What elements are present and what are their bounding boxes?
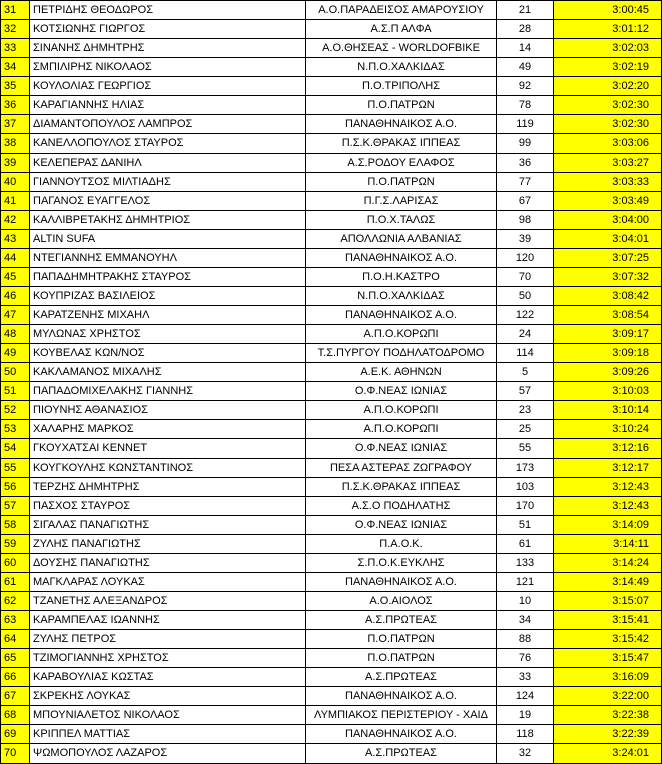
rider-name-cell[interactable]: ΚΑΚΛΑΜΑΝΟΣ ΜΙΧΑΛΗΣ <box>30 363 306 382</box>
table-row[interactable] <box>1 515 662 534</box>
rider-name-cell[interactable]: ΚΟΥΓΚΟΥΛΗΣ ΚΩΝΣΤΑΝΤΙΝΟΣ <box>30 458 306 477</box>
finish-time-cell[interactable]: 3:22:39 <box>554 725 662 744</box>
finish-time-cell[interactable]: 3:02:30 <box>554 96 662 115</box>
table-row[interactable] <box>1 553 662 572</box>
table-row[interactable] <box>1 39 662 58</box>
rider-name-cell[interactable]: ΣΙΝΑΝΗΣ ΔΗΜΗΤΡΗΣ <box>30 39 306 58</box>
bib-number-cell[interactable]: 133 <box>497 553 554 572</box>
rider-name-cell[interactable]: ΣΙΓΑΛΑΣ ΠΑΝΑΓΙΩΤΗΣ <box>30 515 306 534</box>
finish-time-cell[interactable]: 3:14:11 <box>554 534 662 553</box>
position-cell[interactable]: 43 <box>1 229 30 248</box>
table-row[interactable] <box>1 534 662 553</box>
bib-number-cell[interactable]: 92 <box>497 77 554 96</box>
position-cell[interactable]: 40 <box>1 172 30 191</box>
bib-number-cell[interactable]: 32 <box>497 744 554 763</box>
table-row[interactable] <box>1 439 662 458</box>
bib-number-cell[interactable]: 99 <box>497 134 554 153</box>
table-row[interactable] <box>1 134 662 153</box>
table-row[interactable] <box>1 706 662 725</box>
rider-name-cell[interactable]: ΣΚΡΕΚΗΣ ΛΟΥΚΑΣ <box>30 687 306 706</box>
rider-name-cell[interactable]: ΤΖΑΝΕΤΗΣ ΑΛΕΞΑΝΔΡΟΣ <box>30 591 306 610</box>
club-cell[interactable]: Α.Π.Ο.ΚΟΡΩΠΙ <box>306 325 497 344</box>
bib-number-cell[interactable]: 67 <box>497 191 554 210</box>
position-cell[interactable]: 47 <box>1 306 30 325</box>
bib-number-cell[interactable]: 25 <box>497 420 554 439</box>
position-cell[interactable]: 41 <box>1 191 30 210</box>
position-cell[interactable]: 33 <box>1 39 30 58</box>
finish-time-cell[interactable]: 3:01:12 <box>554 20 662 39</box>
finish-time-cell[interactable]: 3:08:42 <box>554 286 662 305</box>
bib-number-cell[interactable]: 57 <box>497 382 554 401</box>
finish-time-cell[interactable]: 3:09:18 <box>554 344 662 363</box>
rider-name-cell[interactable]: ΚΟΥΛΟΛΙΑΣ ΓΕΩΡΓΙΟΣ <box>30 77 306 96</box>
rider-name-cell[interactable]: ΜΑΓΚΛΑΡΑΣ ΛΟΥΚΑΣ <box>30 572 306 591</box>
finish-time-cell[interactable]: 3:03:33 <box>554 172 662 191</box>
bib-number-cell[interactable]: 98 <box>497 210 554 229</box>
position-cell[interactable]: 70 <box>1 744 30 763</box>
position-cell[interactable]: 64 <box>1 630 30 649</box>
finish-time-cell[interactable]: 3:15:42 <box>554 630 662 649</box>
club-cell[interactable]: Ν.Π.Ο.ΧΑΛΚΙΔΑΣ <box>306 58 497 77</box>
club-cell[interactable]: Π.Ο.ΠΑΤΡΩΝ <box>306 649 497 668</box>
finish-time-cell[interactable]: 3:12:43 <box>554 496 662 515</box>
rider-name-cell[interactable]: ΤΕΡΖΗΣ ΔΗΜΗΤΡΗΣ <box>30 477 306 496</box>
bib-number-cell[interactable]: 121 <box>497 572 554 591</box>
bib-number-cell[interactable]: 170 <box>497 496 554 515</box>
finish-time-cell[interactable]: 3:02:20 <box>554 77 662 96</box>
table-row[interactable] <box>1 611 662 630</box>
table-row[interactable] <box>1 420 662 439</box>
position-cell[interactable]: 32 <box>1 20 30 39</box>
position-cell[interactable]: 68 <box>1 706 30 725</box>
table-row[interactable] <box>1 286 662 305</box>
bib-number-cell[interactable]: 78 <box>497 96 554 115</box>
position-cell[interactable]: 48 <box>1 325 30 344</box>
position-cell[interactable]: 34 <box>1 58 30 77</box>
table-row[interactable] <box>1 725 662 744</box>
rider-name-cell[interactable]: ΣΜΠΙΛΙΡΗΣ ΝΙΚΟΛΑΟΣ <box>30 58 306 77</box>
position-cell[interactable]: 65 <box>1 649 30 668</box>
rider-name-cell[interactable]: ΔΟΥΣΗΣ ΠΑΝΑΓΙΩΤΗΣ <box>30 553 306 572</box>
club-cell[interactable]: Ο.Φ.ΝΕΑΣ ΙΩΝΙΑΣ <box>306 439 497 458</box>
table-row[interactable] <box>1 306 662 325</box>
finish-time-cell[interactable]: 3:07:32 <box>554 267 662 286</box>
rider-name-cell[interactable]: ΓΚΟΥΧΑΤΣΑΙ ΚΕΝΝΕΤ <box>30 439 306 458</box>
club-cell[interactable]: Ο.Φ.ΝΕΑΣ ΙΩΝΙΑΣ <box>306 515 497 534</box>
bib-number-cell[interactable]: 77 <box>497 172 554 191</box>
rider-name-cell[interactable]: ΓΙΑΝΝΟΥΤΣΟΣ ΜΙΛΤΙΑΔΗΣ <box>30 172 306 191</box>
club-cell[interactable]: Ο.Φ.ΝΕΑΣ ΙΩΝΙΑΣ <box>306 382 497 401</box>
bib-number-cell[interactable]: 103 <box>497 477 554 496</box>
bib-number-cell[interactable]: 118 <box>497 725 554 744</box>
finish-time-cell[interactable]: 3:14:09 <box>554 515 662 534</box>
club-cell[interactable]: Α.Ο.ΑΙΟΛΟΣ <box>306 591 497 610</box>
finish-time-cell[interactable]: 3:15:41 <box>554 611 662 630</box>
club-cell[interactable]: ΠΑΝΑΘΗΝΑΙΚΟΣ Α.Ο. <box>306 306 497 325</box>
position-cell[interactable]: 51 <box>1 382 30 401</box>
finish-time-cell[interactable]: 3:12:16 <box>554 439 662 458</box>
rider-name-cell[interactable]: ΔΙΑΜΑΝΤΟΠΟΥΛΟΣ ΛΑΜΠΡΟΣ <box>30 115 306 134</box>
bib-number-cell[interactable]: 23 <box>497 401 554 420</box>
rider-name-cell[interactable]: ΚΑΡΑΓΙΑΝΝΗΣ ΗΛΙΑΣ <box>30 96 306 115</box>
finish-time-cell[interactable]: 3:12:43 <box>554 477 662 496</box>
finish-time-cell[interactable]: 3:03:06 <box>554 134 662 153</box>
rider-name-cell[interactable]: ΚΑΝΕΛΛΟΠΟΥΛΟΣ ΣΤΑΥΡΟΣ <box>30 134 306 153</box>
position-cell[interactable]: 69 <box>1 725 30 744</box>
finish-time-cell[interactable]: 3:12:17 <box>554 458 662 477</box>
rider-name-cell[interactable]: ΖΥΛΗΣ ΠΕΤΡΟΣ <box>30 630 306 649</box>
rider-name-cell[interactable]: ΠΑΠΑΔΗΜΗΤΡΑΚΗΣ ΣΤΑΥΡΟΣ <box>30 267 306 286</box>
club-cell[interactable]: Ν.Π.Ο.ΧΑΛΚΙΔΑΣ <box>306 286 497 305</box>
finish-time-cell[interactable]: 3:24:01 <box>554 744 662 763</box>
position-cell[interactable]: 31 <box>1 1 30 20</box>
position-cell[interactable]: 49 <box>1 344 30 363</box>
bib-number-cell[interactable]: 19 <box>497 706 554 725</box>
table-row[interactable] <box>1 382 662 401</box>
club-cell[interactable]: Α.Ε.Κ. ΑΘΗΝΩΝ <box>306 363 497 382</box>
position-cell[interactable]: 59 <box>1 534 30 553</box>
finish-time-cell[interactable]: 3:16:09 <box>554 668 662 687</box>
position-cell[interactable]: 46 <box>1 286 30 305</box>
club-cell[interactable]: Π.Ο.ΠΑΤΡΩΝ <box>306 172 497 191</box>
rider-name-cell[interactable]: ΚΟΥΒΕΛΑΣ ΚΩΝ/ΝΟΣ <box>30 344 306 363</box>
position-cell[interactable]: 66 <box>1 668 30 687</box>
table-row[interactable] <box>1 191 662 210</box>
rider-name-cell[interactable]: ΠΑΓΑΝΟΣ ΕΥΑΓΓΕΛΟΣ <box>30 191 306 210</box>
club-cell[interactable]: Π.Ο.Η.ΚΑΣΤΡΟ <box>306 267 497 286</box>
bib-number-cell[interactable]: 51 <box>497 515 554 534</box>
rider-name-cell[interactable]: ΜΠΟΥΝΙΑΛΕΤΟΣ ΝΙΚΟΛΑΟΣ <box>30 706 306 725</box>
table-row[interactable] <box>1 77 662 96</box>
club-cell[interactable]: Α.Σ.ΠΡΩΤΕΑΣ <box>306 611 497 630</box>
bib-number-cell[interactable]: 36 <box>497 153 554 172</box>
position-cell[interactable]: 50 <box>1 363 30 382</box>
bib-number-cell[interactable]: 49 <box>497 58 554 77</box>
position-cell[interactable]: 37 <box>1 115 30 134</box>
club-cell[interactable]: Α.Ο.ΠΑΡΑΔΕΙΣΟΣ ΑΜΑΡΟΥΣΙΟΥ <box>306 1 497 20</box>
position-cell[interactable]: 54 <box>1 439 30 458</box>
bib-number-cell[interactable]: 55 <box>497 439 554 458</box>
rider-name-cell[interactable]: ΤΖΙΜΟΓΙΑΝΝΗΣ ΧΡΗΣΤΟΣ <box>30 649 306 668</box>
club-cell[interactable]: Α.Ο.ΘΗΣΕΑΣ - WORLDOFBIKE <box>306 39 497 58</box>
rider-name-cell[interactable]: ΚΑΡΑΒΟΥΛΙΑΣ ΚΩΣΤΑΣ <box>30 668 306 687</box>
position-cell[interactable]: 52 <box>1 401 30 420</box>
finish-time-cell[interactable]: 3:04:00 <box>554 210 662 229</box>
rider-name-cell[interactable]: ΠΑΣΧΟΣ ΣΤΑΥΡΟΣ <box>30 496 306 515</box>
finish-time-cell[interactable]: 3:15:07 <box>554 591 662 610</box>
table-row[interactable] <box>1 572 662 591</box>
bib-number-cell[interactable]: 119 <box>497 115 554 134</box>
finish-time-cell[interactable]: 3:00:45 <box>554 1 662 20</box>
table-row[interactable] <box>1 229 662 248</box>
table-row[interactable] <box>1 591 662 610</box>
finish-time-cell[interactable]: 3:10:14 <box>554 401 662 420</box>
table-row[interactable] <box>1 630 662 649</box>
position-cell[interactable]: 55 <box>1 458 30 477</box>
club-cell[interactable]: Π.Ο.ΠΑΤΡΩΝ <box>306 630 497 649</box>
table-row[interactable] <box>1 1 662 20</box>
finish-time-cell[interactable]: 3:22:00 <box>554 687 662 706</box>
finish-time-cell[interactable]: 3:02:19 <box>554 58 662 77</box>
club-cell[interactable]: Α.Σ.ΠΡΩΤΕΑΣ <box>306 668 497 687</box>
position-cell[interactable]: 67 <box>1 687 30 706</box>
table-row[interactable] <box>1 668 662 687</box>
table-row[interactable] <box>1 744 662 763</box>
position-cell[interactable]: 35 <box>1 77 30 96</box>
position-cell[interactable]: 44 <box>1 248 30 267</box>
bib-number-cell[interactable]: 39 <box>497 229 554 248</box>
club-cell[interactable]: Α.Σ.ΠΡΩΤΕΑΣ <box>306 744 497 763</box>
table-row[interactable] <box>1 458 662 477</box>
finish-time-cell[interactable]: 3:02:03 <box>554 39 662 58</box>
rider-name-cell[interactable]: ALTIN SUFA <box>30 229 306 248</box>
position-cell[interactable]: 38 <box>1 134 30 153</box>
rider-name-cell[interactable]: ΠΕΤΡΙΔΗΣ ΘΕΟΔΩΡΟΣ <box>30 1 306 20</box>
club-cell[interactable]: ΑΠΟΛΛΩΝΙΑ ΑΛΒΑΝΙΑΣ <box>306 229 497 248</box>
table-row[interactable] <box>1 401 662 420</box>
bib-number-cell[interactable]: 14 <box>497 39 554 58</box>
club-cell[interactable]: Π.Γ.Σ.ΛΑΡΙΣΑΣ <box>306 191 497 210</box>
bib-number-cell[interactable]: 120 <box>497 248 554 267</box>
rider-name-cell[interactable]: ΚΟΥΠΡΙΖΑΣ ΒΑΣΙΛΕΙΟΣ <box>30 286 306 305</box>
finish-time-cell[interactable]: 3:03:27 <box>554 153 662 172</box>
bib-number-cell[interactable]: 88 <box>497 630 554 649</box>
position-cell[interactable]: 58 <box>1 515 30 534</box>
table-row[interactable] <box>1 20 662 39</box>
club-cell[interactable]: ΠΑΝΑΘΗΝΑΙΚΟΣ Α.Ο. <box>306 115 497 134</box>
club-cell[interactable]: Π.Ο.Χ.ΤΑΛΩΣ <box>306 210 497 229</box>
bib-number-cell[interactable]: 33 <box>497 668 554 687</box>
club-cell[interactable]: Α.Π.Ο.ΚΟΡΩΠΙ <box>306 401 497 420</box>
table-row[interactable] <box>1 153 662 172</box>
rider-name-cell[interactable]: ΧΑΛΑΡΗΣ ΜΑΡΚΟΣ <box>30 420 306 439</box>
bib-number-cell[interactable]: 114 <box>497 344 554 363</box>
bib-number-cell[interactable]: 24 <box>497 325 554 344</box>
club-cell[interactable]: Σ.Π.Ο.Κ.ΕΥΚΛΗΣ <box>306 553 497 572</box>
position-cell[interactable]: 56 <box>1 477 30 496</box>
bib-number-cell[interactable]: 173 <box>497 458 554 477</box>
finish-time-cell[interactable]: 3:07:25 <box>554 248 662 267</box>
position-cell[interactable]: 60 <box>1 553 30 572</box>
position-cell[interactable]: 45 <box>1 267 30 286</box>
bib-number-cell[interactable]: 34 <box>497 611 554 630</box>
bib-number-cell[interactable]: 50 <box>497 286 554 305</box>
club-cell[interactable]: ΠΑΝΑΘΗΝΑΙΚΟΣ Α.Ο. <box>306 725 497 744</box>
finish-time-cell[interactable]: 3:14:49 <box>554 572 662 591</box>
rider-name-cell[interactable]: ΠΑΠΑΔΟΜΙΧΕΛΑΚΗΣ ΓΙΑΝΝΗΣ <box>30 382 306 401</box>
rider-name-cell[interactable]: ΨΩΜΟΠΟΥΛΟΣ ΛΑΖΑΡΟΣ <box>30 744 306 763</box>
rider-name-cell[interactable]: ΚΑΛΛΙΒΡΕΤΑΚΗΣ ΔΗΜΗΤΡΙΟΣ <box>30 210 306 229</box>
club-cell[interactable]: ΠΑΝΑΘΗΝΑΙΚΟΣ Α.Ο. <box>306 572 497 591</box>
position-cell[interactable]: 62 <box>1 591 30 610</box>
position-cell[interactable]: 53 <box>1 420 30 439</box>
table-row[interactable] <box>1 248 662 267</box>
bib-number-cell[interactable]: 122 <box>497 306 554 325</box>
table-row[interactable] <box>1 344 662 363</box>
club-cell[interactable]: ΠΑΝΑΘΗΝΑΙΚΟΣ Α.Ο. <box>306 248 497 267</box>
table-row[interactable] <box>1 363 662 382</box>
table-row[interactable] <box>1 687 662 706</box>
bib-number-cell[interactable]: 10 <box>497 591 554 610</box>
finish-time-cell[interactable]: 3:10:03 <box>554 382 662 401</box>
position-cell[interactable]: 57 <box>1 496 30 515</box>
rider-name-cell[interactable]: ΠΙΟΥΝΗΣ ΑΘΑΝΑΣΙΟΣ <box>30 401 306 420</box>
rider-name-cell[interactable]: ΝΤΕΓΙΑΝΝΗΣ ΕΜΜΑΝΟΥΗΛ <box>30 248 306 267</box>
bib-number-cell[interactable]: 76 <box>497 649 554 668</box>
finish-time-cell[interactable]: 3:03:49 <box>554 191 662 210</box>
finish-time-cell[interactable]: 3:04:01 <box>554 229 662 248</box>
table-row[interactable] <box>1 172 662 191</box>
bib-number-cell[interactable]: 21 <box>497 1 554 20</box>
rider-name-cell[interactable]: ΚΕΛΕΠΕΡΑΣ ΔΑΝΙΗΛ <box>30 153 306 172</box>
club-cell[interactable]: Π.Σ.Κ.ΘΡΑΚΑΣ ΙΠΠΕΑΣ <box>306 134 497 153</box>
table-row[interactable] <box>1 96 662 115</box>
results-table-body <box>1 1 662 764</box>
bib-number-cell[interactable]: 70 <box>497 267 554 286</box>
table-row[interactable] <box>1 58 662 77</box>
position-cell[interactable]: 63 <box>1 611 30 630</box>
rider-name-cell[interactable]: ΚΑΡΑΤΖΕΝΗΣ ΜΙΧΑΗΛ <box>30 306 306 325</box>
position-cell[interactable]: 42 <box>1 210 30 229</box>
club-cell[interactable]: ΠΑΝΑΘΗΝΑΙΚΟΣ Α.Ο. <box>306 687 497 706</box>
rider-name-cell[interactable]: ΖΥΛΗΣ ΠΑΝΑΓΙΩΤΗΣ <box>30 534 306 553</box>
club-cell[interactable]: Π.Ο.ΠΑΤΡΩΝ <box>306 96 497 115</box>
club-cell[interactable]: Τ.Σ.ΠΥΡΓΟΥ ΠΟΔΗΛΑΤΟΔΡΟΜΟ <box>306 344 497 363</box>
club-cell[interactable]: ΛΥΜΠΙΑΚΟΣ ΠΕΡΙΣΤΕΡΙΟΥ - ΧΑΙΔ <box>306 706 497 725</box>
club-cell[interactable]: Π.Ο.ΤΡΙΠΟΛΗΣ <box>306 77 497 96</box>
finish-time-cell[interactable]: 3:09:26 <box>554 363 662 382</box>
table-row[interactable] <box>1 496 662 515</box>
finish-time-cell[interactable]: 3:09:17 <box>554 325 662 344</box>
club-cell[interactable]: Α.Π.Ο.ΚΟΡΩΠΙ <box>306 420 497 439</box>
club-cell[interactable]: Α.Σ.Π ΑΛΦΑ <box>306 20 497 39</box>
bib-number-cell[interactable]: 5 <box>497 363 554 382</box>
position-cell[interactable]: 36 <box>1 96 30 115</box>
bib-number-cell[interactable]: 28 <box>497 20 554 39</box>
table-row[interactable] <box>1 325 662 344</box>
rider-name-cell[interactable]: ΚΡΙΠΠΕΛ ΜΑΤΤΙΑΣ <box>30 725 306 744</box>
bib-number-cell[interactable]: 124 <box>497 687 554 706</box>
club-cell[interactable]: Α.Σ.ΡΟΔΟΥ ΕΛΑΦΟΣ <box>306 153 497 172</box>
finish-time-cell[interactable]: 3:10:24 <box>554 420 662 439</box>
finish-time-cell[interactable]: 3:14:24 <box>554 553 662 572</box>
finish-time-cell[interactable]: 3:15:47 <box>554 649 662 668</box>
rider-name-cell[interactable]: ΚΟΤΣΙΩΝΗΣ ΓΙΩΡΓΟΣ <box>30 20 306 39</box>
club-cell[interactable]: Π.Σ.Κ.ΘΡΑΚΑΣ ΙΠΠΕΑΣ <box>306 477 497 496</box>
table-row[interactable] <box>1 477 662 496</box>
club-cell[interactable]: Π.Α.Ο.Κ. <box>306 534 497 553</box>
position-cell[interactable]: 61 <box>1 572 30 591</box>
finish-time-cell[interactable]: 3:02:30 <box>554 115 662 134</box>
table-row[interactable] <box>1 267 662 286</box>
finish-time-cell[interactable]: 3:08:54 <box>554 306 662 325</box>
table-row[interactable] <box>1 115 662 134</box>
rider-name-cell[interactable]: ΜΥΛΩΝΑΣ ΧΡΗΣΤΟΣ <box>30 325 306 344</box>
position-cell[interactable]: 39 <box>1 153 30 172</box>
bib-number-cell[interactable]: 61 <box>497 534 554 553</box>
club-cell[interactable]: ΠΕΣΑ ΑΣΤΕΡΑΣ ΖΩΓΡΑΦΟΥ <box>306 458 497 477</box>
rider-name-cell[interactable]: ΚΑΡΑΜΠΕΛΑΣ ΙΩΑΝΝΗΣ <box>30 611 306 630</box>
table-row[interactable] <box>1 210 662 229</box>
table-row[interactable] <box>1 649 662 668</box>
finish-time-cell[interactable]: 3:22:38 <box>554 706 662 725</box>
club-cell[interactable]: Α.Σ.Ο ΠΟΔΗΛΑΤΗΣ <box>306 496 497 515</box>
